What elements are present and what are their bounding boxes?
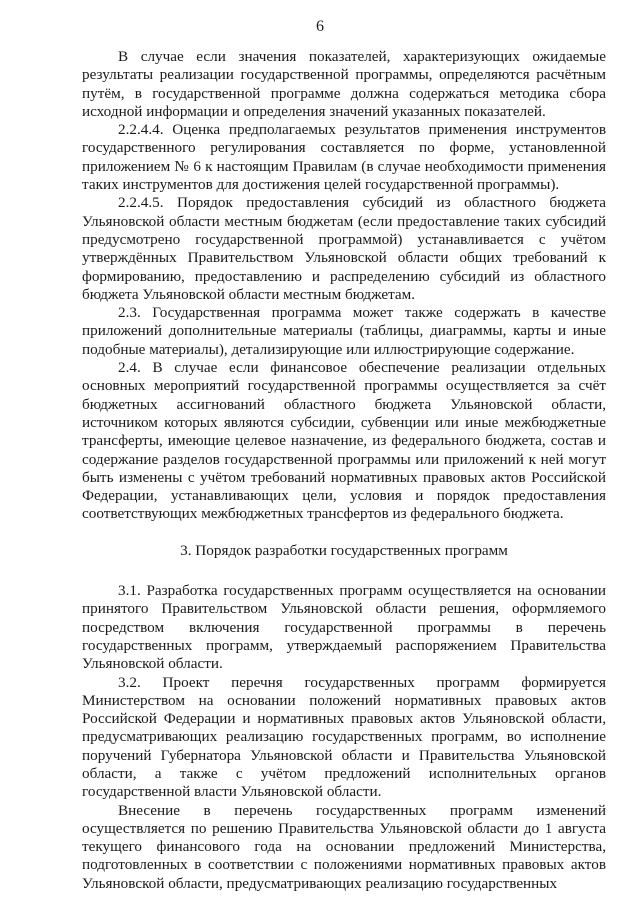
paragraph: 3.2. Проект перечня государственных программ формируется Министерством на основании положений нормативных правовых актов Российской Федерации и нормативных правовых актов Ульяновской области, предусматривающих реализацию государственных программ, во исполнение поручений Губернатора Ульяновской области и Правительства Ульяновской области, а также с учётом предложений исполнительных органов государственной власти Ульяновской области. [82, 673, 606, 801]
paragraph: 2.4. В случае если финансовое обеспечение реализации отдельных основных мероприятий государственной программы осуществляется за счёт бюджетных ассигнований областного бюджета Ульяновской области, источником которых являются субсидии, субвенции или иные межбюджетные трансферты, имеющие целевое назначение, из федерального бюджета, состав и содержание разделов государственной программы или приложений к ней могут быть изменены с учётом требований нормативных правовых актов Российской Федерации, устанавливающих цели, условия и порядок предоставления соответствующих межбюджетных трансфертов из федерального бюджета. [82, 359, 606, 523]
paragraph: 2.3. Государственная программа может также содержать в качестве приложений дополнительные материалы (таблицы, диаграммы, карты и иные подобные материалы), детализирующие или иллюстрирующие содержание. [82, 304, 606, 358]
document-body [82, 48, 606, 893]
paragraph: 2.2.4.4. Оценка предполагаемых результатов применения инструментов государственного регулирования составляется по форме, установленной приложением № 6 к настоящим Правилам (в случае необходимости применения таких инструментов для достижения целей государственной программы). [82, 121, 606, 194]
paragraph: В случае если значения показателей, характеризующих ожидаемые результаты реализации государственной программы, определяются расчётным путём, в государственной программе должна содержаться методика сбора исходной информации и определения значений указанных показателей. [82, 48, 606, 120]
page-number: 6 [316, 18, 324, 35]
section-heading: 3. Порядок разработки государственных программ [180, 541, 508, 559]
paragraph: 3.1. Разработка государственных программ осуществляется на основании принятого Правительством Ульяновской области решения, оформляемого посредством включения государственной программы в перечень государственных программ, утверждаемый распоряжением Правительства Ульяновской области. [82, 582, 606, 673]
paragraph: Внесение в перечень государственных программ изменений осуществляется по решению Правительства Ульяновской области до 1 августа текущего финансового года на основании предложений Министерства, подготовленных в соответствии с положениями нормативных правовых актов Ульяновской области, предусматривающих реализацию государственных [82, 801, 606, 892]
paragraph: 2.2.4.5. Порядок предоставления субсидий из областного бюджета Ульяновской области местным бюджетам (если предоставление таких субсидий предусмотрено государственной программой) устанавливается с учётом утверждённых Правительством Ульяновской области общих требований к формированию, предоставлению и распределению субсидий из областного бюджета Ульяновской области местным бюджетам. [82, 194, 606, 303]
